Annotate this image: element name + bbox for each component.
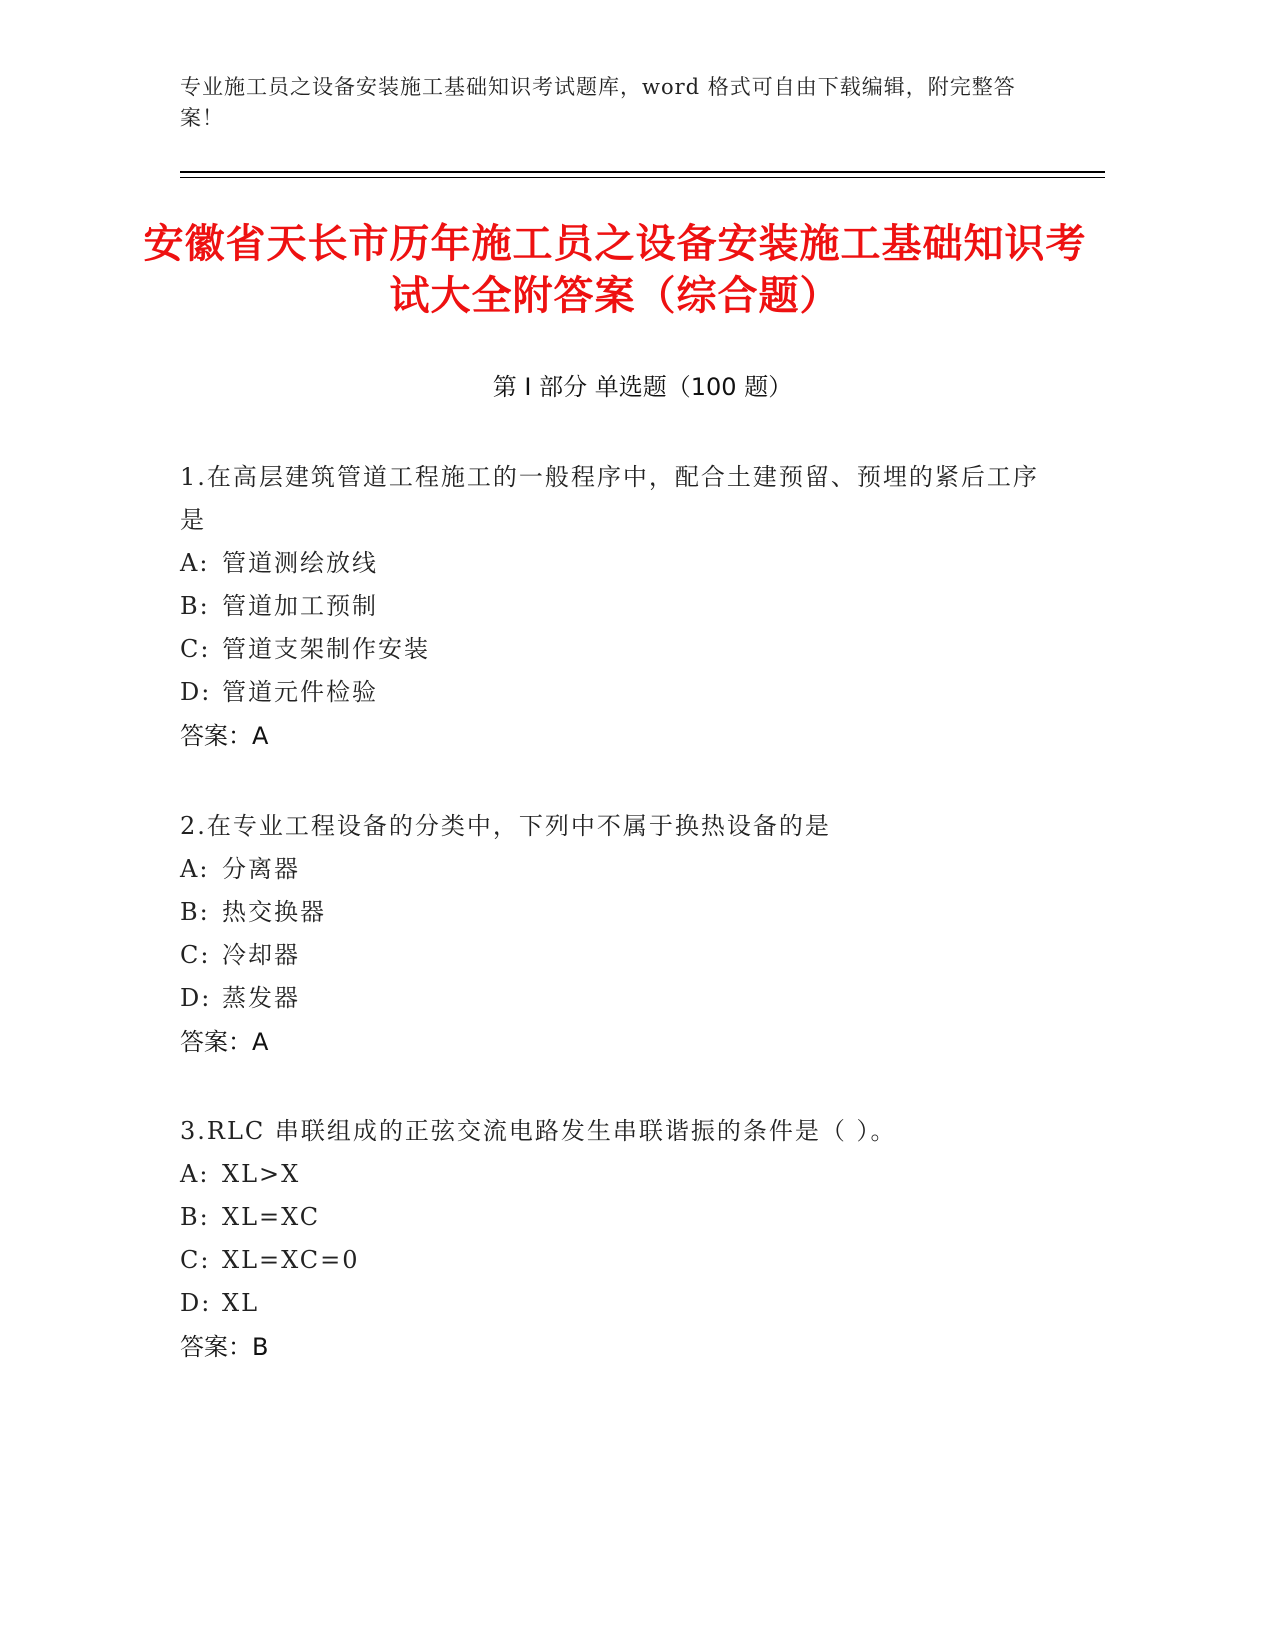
option-letter: B:	[180, 898, 210, 926]
answer-value: A	[252, 1028, 269, 1056]
option-d	[180, 1282, 1060, 1325]
option-c	[180, 628, 1060, 671]
option-text: XL>X	[222, 1160, 301, 1188]
answer-line	[180, 1020, 1060, 1064]
option-text: 管道加工预制	[222, 592, 378, 620]
option-letter: B:	[180, 1203, 210, 1231]
header-note: 专业施工员之设备安装施工基础知识考试题库，word 格式可自由下载编辑，附完整答案！	[180, 75, 1016, 130]
option-d	[180, 977, 1060, 1020]
option-text: 管道测绘放线	[222, 549, 378, 577]
section-title: 第 I 部分 单选题（100 题）	[492, 373, 793, 401]
option-letter: C:	[180, 1246, 211, 1274]
option-letter: C:	[180, 941, 211, 969]
option-b	[180, 1196, 1060, 1239]
option-letter: A:	[180, 1160, 210, 1188]
question-stem: 1.在高层建筑管道工程施工的一般程序中，配合土建预留、预埋的紧后工序是	[180, 463, 1039, 534]
option-letter: B:	[180, 592, 210, 620]
question-stem: 3.RLC 串联组成的正弦交流电路发生串联谐振的条件是（ ）。	[180, 1117, 897, 1145]
option-a	[180, 848, 1060, 891]
option-d	[180, 671, 1060, 714]
option-text: 管道支架制作安装	[222, 635, 430, 663]
option-letter: D:	[180, 984, 212, 1012]
answer-label: 答案：	[180, 1028, 252, 1056]
option-text: XL=XC	[222, 1203, 321, 1231]
header-rule-thin	[180, 177, 1105, 178]
question-2	[180, 805, 1060, 1064]
option-text: 冷却器	[222, 941, 300, 969]
answer-line	[180, 1325, 1060, 1369]
option-b	[180, 585, 1060, 628]
option-b	[180, 891, 1060, 934]
option-text: 管道元件检验	[222, 678, 378, 706]
option-a	[180, 542, 1060, 585]
option-letter: A:	[180, 855, 210, 883]
question-3	[180, 1110, 1060, 1369]
option-letter: D:	[180, 678, 212, 706]
question-1	[180, 456, 1060, 758]
answer-label: 答案：	[180, 1333, 252, 1361]
document-title: 安徽省天长市历年施工员之设备安装施工基础知识考试大全附答案（综合题）	[143, 221, 1087, 319]
option-text: 分离器	[222, 855, 300, 883]
option-c	[180, 934, 1060, 977]
answer-label: 答案：	[180, 722, 252, 750]
answer-value: A	[252, 722, 269, 750]
header-rule-thick	[180, 171, 1105, 173]
option-text: 蒸发器	[222, 984, 300, 1012]
answer-value: B	[252, 1333, 269, 1361]
option-letter: C:	[180, 635, 211, 663]
option-text: 热交换器	[222, 898, 326, 926]
option-letter: D:	[180, 1289, 212, 1317]
option-a	[180, 1153, 1060, 1196]
option-text: XL	[222, 1289, 260, 1317]
option-letter: A:	[180, 549, 210, 577]
question-stem: 2.在专业工程设备的分类中，下列中不属于换热设备的是	[180, 812, 831, 840]
option-c	[180, 1239, 1060, 1282]
option-text: XL=XC=0	[222, 1246, 360, 1274]
answer-line	[180, 714, 1060, 758]
